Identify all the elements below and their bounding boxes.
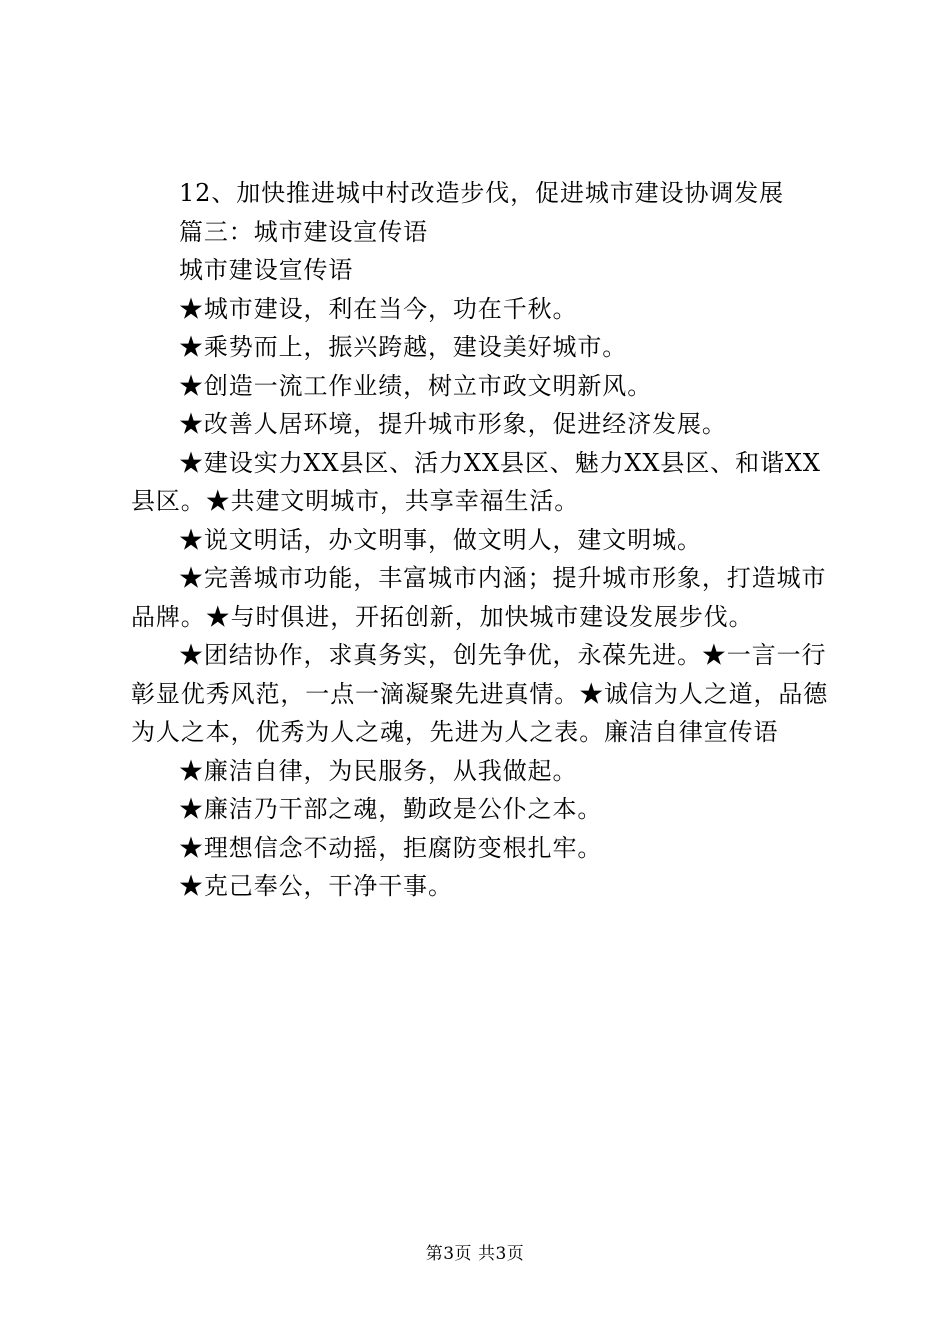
slogan-item: ★乘势而上，振兴跨越，建设美好城市。 [179, 333, 628, 361]
slogan-item: ★创造一流工作业绩，树立市政文明新风。 [179, 371, 653, 400]
slogan-item: ★改善人居环境，提升城市形象，促进经济发展。 [179, 410, 727, 438]
slogan-item: ★克己奉公，干净干事。 [179, 872, 453, 900]
slogan-item: ★团结协作，求真务实，创先争优，永葆先进。★一言一行彰显优秀风范，一点一滴凝聚先进真情。★诚信为人之道，品德为人之本，优秀为人之魂，先进为人之表。廉洁自律宣传语 [131, 641, 829, 746]
section-heading: 篇三：城市建设宣传语 [179, 217, 428, 246]
page-number-footer: 第3页 共3页 [425, 1244, 525, 1264]
slogan-item: ★廉洁乃干部之魂，勤政是公仆之本。 [179, 795, 603, 823]
document-body [131, 174, 831, 906]
slogan-item: ★理想信念不动摇，拒腐防变根扎牢。 [179, 833, 603, 862]
slogan-item: ★完善城市功能，丰富城市内涵；提升城市形象，打造城市品牌。★与时俱进，开拓创新，加快城市建设发展步伐。 [131, 564, 827, 631]
slogan-item: ★建设实力XX县区、活力XX县区、魅力XX县区、和谐XX县区。★共建文明城市，共享幸福生活。 [131, 448, 821, 515]
slogan-item: ★说文明话，办文明事，做文明人，建文明城。 [179, 525, 702, 554]
section-title: 城市建设宣传语 [179, 256, 354, 284]
paragraph: 12、加快推进城中村改造步伐，促进城市建设协调发展 [179, 179, 785, 207]
slogan-item: ★城市建设，利在当今，功在千秋。 [179, 294, 578, 323]
slogan-item: ★廉洁自律，为民服务，从我做起。 [179, 756, 578, 785]
